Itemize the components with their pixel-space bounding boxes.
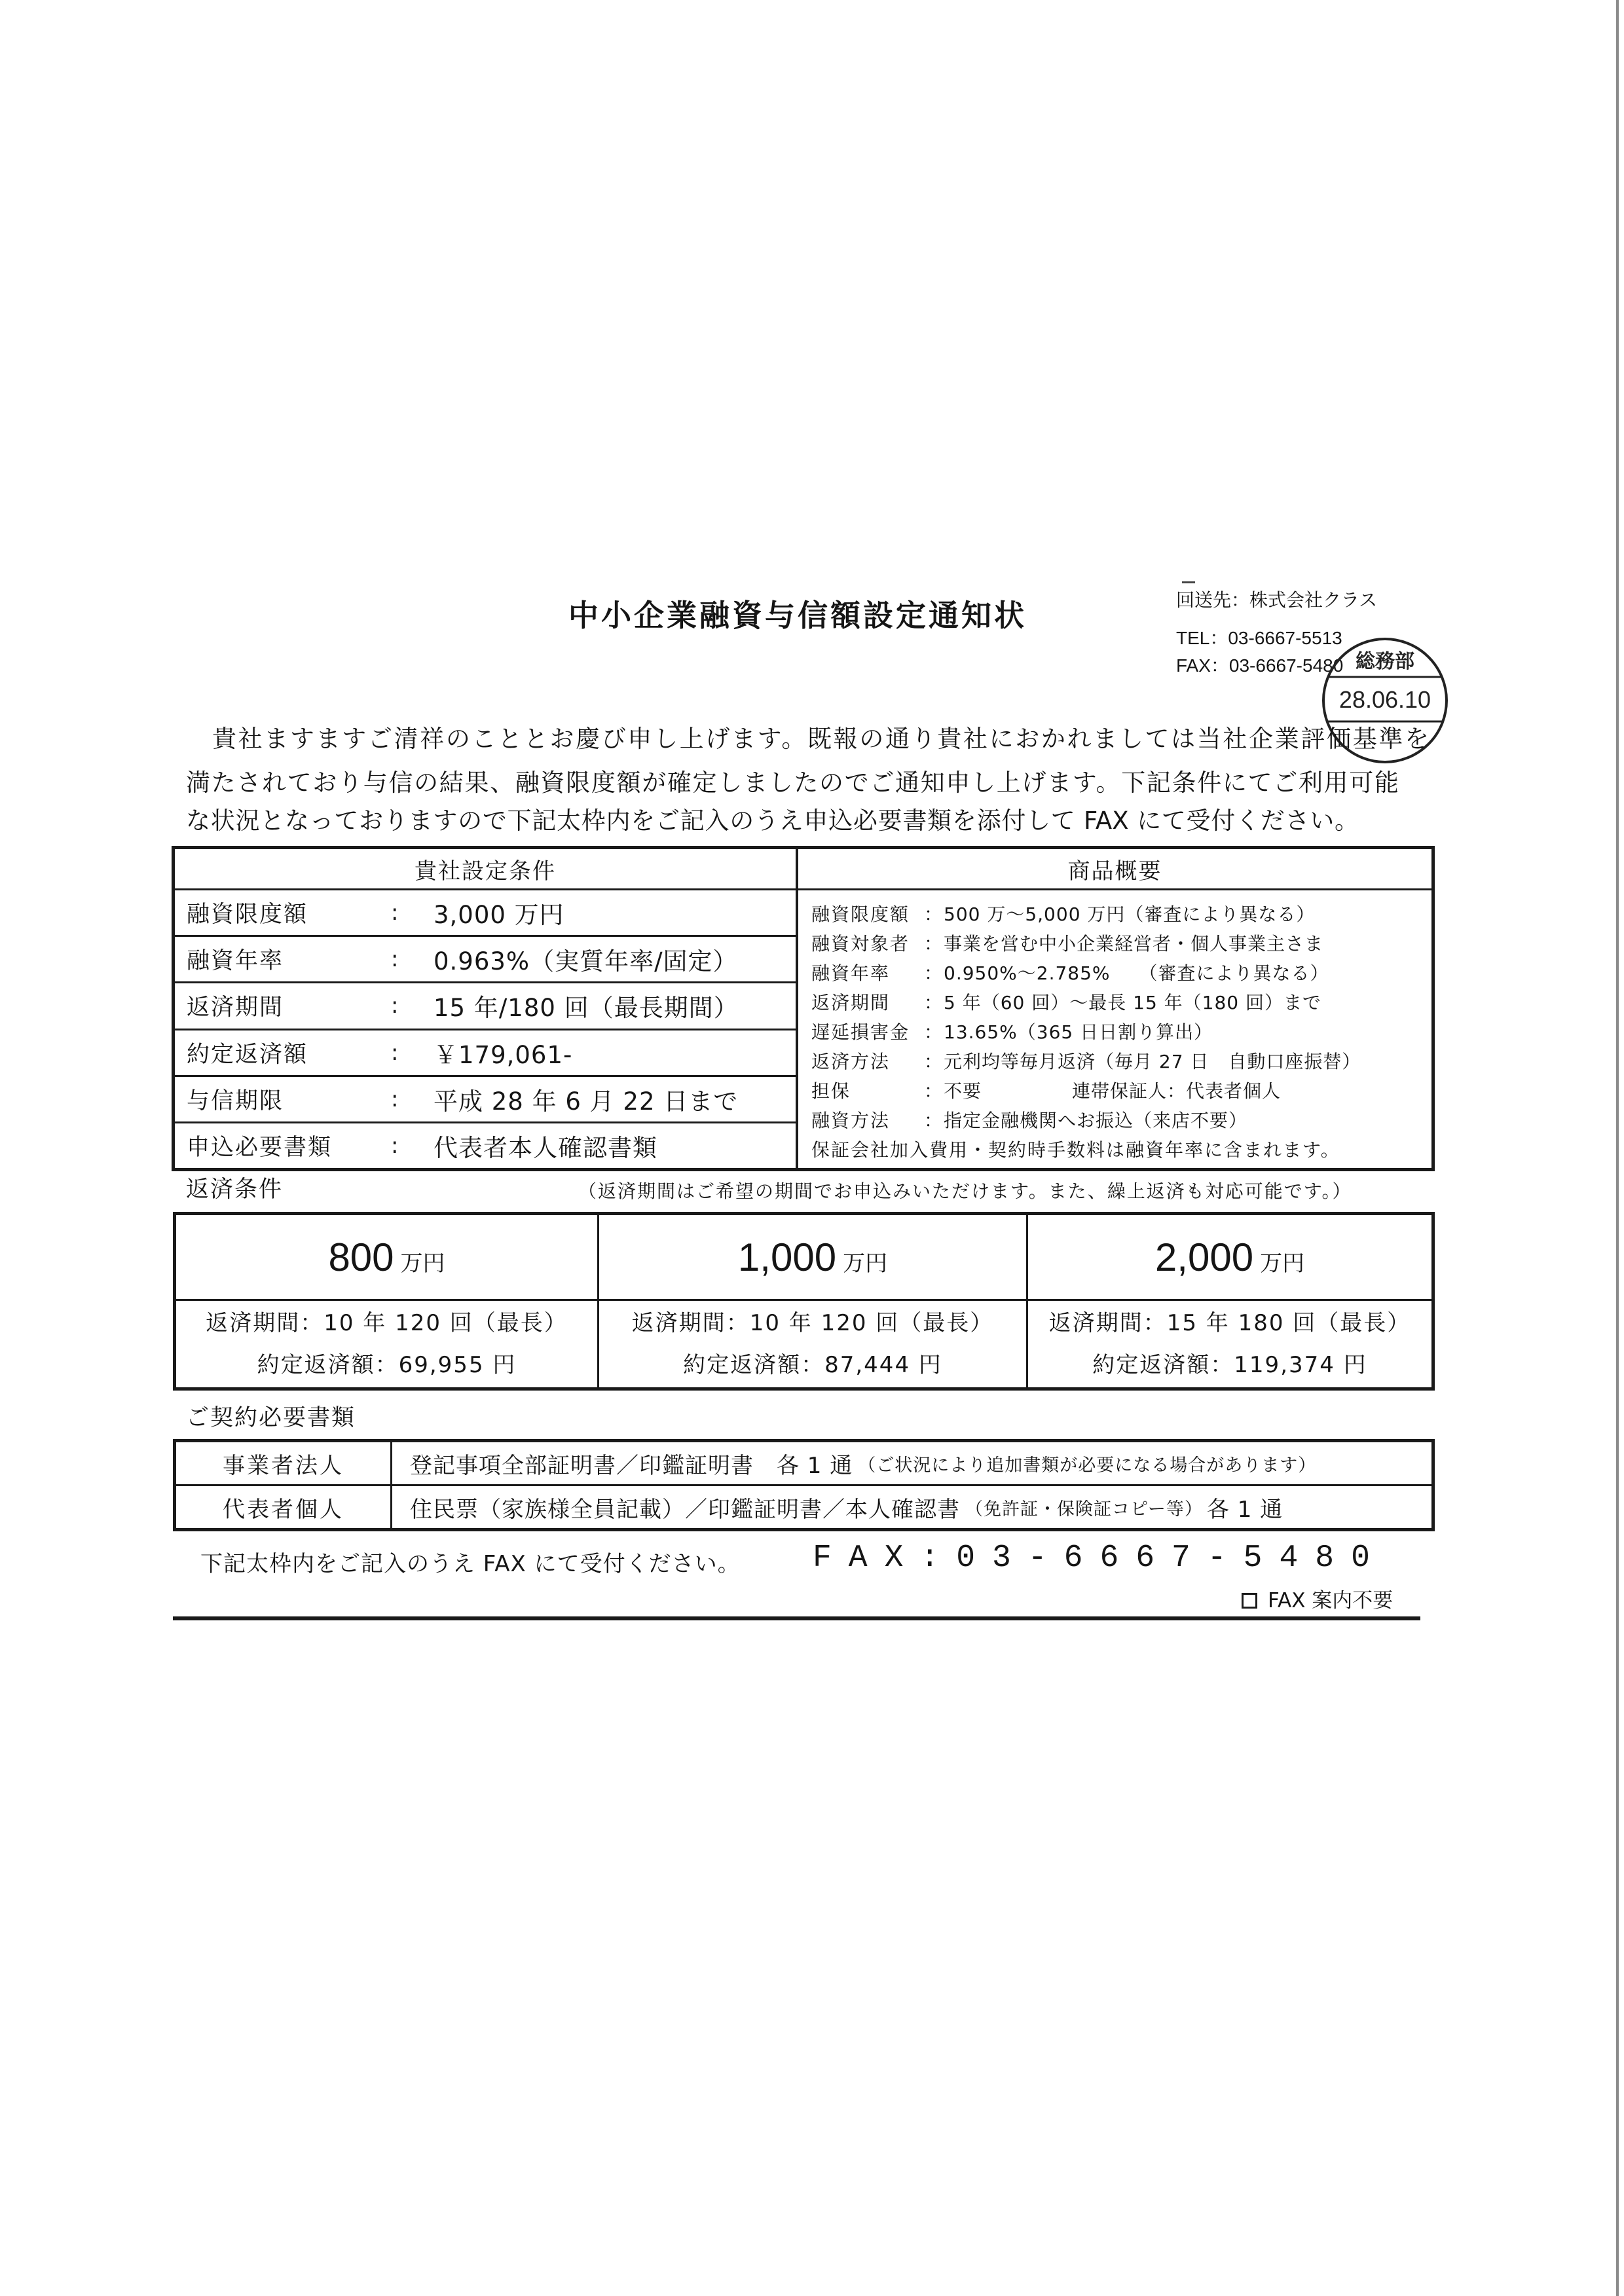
fax-guide-optout-checkbox[interactable]	[1242, 1593, 1257, 1609]
stamp-department: 総務部	[1356, 650, 1414, 673]
condition-colon: :	[391, 900, 399, 926]
document-applicant-type: 事業者法人	[176, 1442, 392, 1484]
fax-guide-optout-label: FAX 案内不要	[1268, 1589, 1393, 1613]
condition-colon: :	[391, 993, 399, 1019]
bottom-rule	[173, 1616, 1420, 1620]
summary-value: 500 万～5,000 万円（審査により異なる）	[944, 903, 1316, 925]
document-applicant-type: 代表者個人	[176, 1486, 392, 1528]
intro-line: な状況となっておりますので下記太枠内をご記入のうえ申込必要書類を添付して FAX にて受付ください。	[186, 807, 1359, 835]
condition-value: 0.963%（実質年率/固定）	[434, 947, 738, 976]
condition-label: 融資年率	[187, 948, 284, 975]
summary-colon: ：	[924, 903, 943, 925]
summary-line	[811, 988, 1431, 1017]
plan-column	[176, 1215, 597, 1387]
document-list: 住民票（家族様全員記載）／印鑑証明書／本人確認書	[410, 1496, 960, 1523]
product-summary-column	[798, 849, 1431, 1168]
return-tel: TEL：03-6667-5513	[1176, 628, 1342, 648]
summary-value: 事業を営む中小企業経営者・個人事業主さま	[944, 933, 1324, 955]
plan-payment: 約定返済額：119,374 円	[1092, 1352, 1367, 1378]
summary-label: 融資対象者	[811, 933, 910, 955]
summary-value: 元利均等毎月返済（毎月 27 日 自動口座振替）	[944, 1051, 1361, 1072]
summary-value: 指定金融機関へお振込（来店不要）	[944, 1110, 1248, 1131]
repayment-table	[173, 1212, 1435, 1391]
condition-label: 返済期間	[187, 994, 284, 1021]
condition-label: 与信期限	[187, 1087, 284, 1114]
summary-value: 5 年（60 回）～最長 15 年（180 回）まで	[944, 992, 1322, 1013]
plan-amount: 2,000	[1154, 1235, 1254, 1279]
product-summary-heading: 商品概要	[798, 849, 1431, 890]
condition-label: 申込必要書類	[187, 1134, 333, 1161]
summary-label: 融資方法	[811, 1110, 891, 1131]
summary-line	[811, 1076, 1431, 1106]
company-conditions-heading: 貴社設定条件	[175, 849, 796, 890]
summary-colon: ：	[924, 992, 943, 1013]
document-list: 登記事項全部証明書／印鑑証明書 各 1 通	[410, 1452, 853, 1479]
condition-colon: :	[391, 1085, 399, 1112]
condition-row	[175, 937, 796, 983]
summary-colon: ：	[924, 962, 943, 984]
summary-label: 融資限度額	[811, 903, 910, 925]
summary-label: 返済方法	[811, 1051, 891, 1072]
condition-row	[175, 1077, 796, 1123]
document-count: 各 1 通	[1206, 1496, 1283, 1523]
fax-instruction: 下記太枠内をご記入のうえ FAX にて受付ください。	[200, 1551, 741, 1577]
plan-term: 返済期間：10 年 120 回（最長）	[631, 1310, 994, 1336]
summary-label: 返済期間	[811, 992, 891, 1013]
summary-line	[811, 900, 1431, 929]
scan-edge-line	[1616, 0, 1619, 2296]
condition-value: 15 年/180 回（最長期間）	[434, 994, 739, 1023]
summary-line	[811, 929, 1431, 958]
document-requirements	[392, 1442, 1431, 1484]
summary-label: 遅延損害金	[811, 1021, 910, 1043]
plan-detail-cell	[599, 1301, 1026, 1387]
summary-colon: ：	[924, 1021, 943, 1043]
summary-colon: ：	[924, 1110, 943, 1131]
document-row	[176, 1442, 1431, 1484]
summary-colon: ：	[924, 933, 943, 955]
condition-label: 約定返済額	[187, 1041, 308, 1068]
condition-value: 3,000 万円	[434, 901, 564, 930]
plan-term: 返済期間：10 年 120 回（最長）	[206, 1310, 568, 1336]
summary-value: 不要	[944, 1080, 982, 1102]
return-address: 回送先：株式会社クラス	[1176, 590, 1378, 610]
condition-colon: :	[391, 1039, 399, 1066]
summary-value: 13.65%（365 日日割り算出）	[944, 1021, 1213, 1043]
intro-line: 満たされており与信の結果、融資限度額が確定しましたのでご通知申し上げます。下記条件にてご利用可能	[186, 769, 1399, 797]
plan-amount-cell	[599, 1215, 1026, 1301]
condition-value: 平成 28 年 6 月 22 日まで	[434, 1087, 739, 1116]
summary-label: 担保	[811, 1080, 851, 1102]
conditions-table	[172, 846, 1435, 1171]
condition-row	[175, 1030, 796, 1077]
document-note: （免許証・保険証コピー等）	[965, 1499, 1203, 1520]
product-summary-body	[798, 890, 1431, 1168]
condition-row	[175, 890, 796, 937]
plan-amount-cell	[1028, 1215, 1431, 1301]
condition-value: 代表者本人確認書類	[434, 1133, 657, 1162]
plan-payment: 約定返済額：69,955 円	[257, 1352, 517, 1378]
summary-line	[811, 958, 1431, 988]
plan-column	[1026, 1215, 1431, 1387]
document-requirements	[392, 1486, 1431, 1528]
condition-row	[175, 983, 796, 1030]
summary-line	[811, 1017, 1431, 1047]
condition-colon: :	[391, 1132, 399, 1159]
plan-amount: 800	[328, 1235, 394, 1279]
summary-note: 保証会社加入費用・契約時手数料は融資年率に含まれます。	[811, 1139, 1340, 1161]
summary-guarantor: 連帯保証人：代表者個人	[1072, 1080, 1282, 1102]
fax-number: FAX:03-6667-5480	[813, 1540, 1387, 1576]
summary-colon: ：	[924, 1080, 943, 1102]
plan-payment: 約定返済額：87,444 円	[683, 1352, 942, 1378]
condition-colon: :	[391, 946, 399, 973]
repayment-heading: 返済条件	[186, 1176, 284, 1203]
document-title: 中小企業融資与信額設定通知状	[568, 598, 1027, 633]
summary-value: 0.950%～2.785% （審査により異なる）	[944, 962, 1329, 984]
company-conditions-column	[175, 849, 798, 1168]
plan-amount-unit: 万円	[1260, 1250, 1305, 1277]
summary-line	[811, 1047, 1431, 1076]
plan-amount-unit: 万円	[843, 1250, 888, 1277]
plan-amount: 1,000	[737, 1235, 837, 1279]
company-conditions-rows	[175, 890, 796, 1168]
plan-term: 返済期間：15 年 180 回（最長）	[1048, 1310, 1411, 1336]
fax-guide-optout[interactable]	[1242, 1588, 1393, 1613]
plan-column	[597, 1215, 1026, 1387]
documents-heading: ご契約必要書類	[186, 1405, 356, 1431]
plan-detail-cell	[1028, 1301, 1431, 1387]
plan-detail-cell	[176, 1301, 597, 1387]
summary-line	[811, 1106, 1431, 1135]
document-row	[176, 1484, 1431, 1528]
plan-amount-cell	[176, 1215, 597, 1301]
plan-amount-unit: 万円	[400, 1250, 445, 1277]
summary-colon: ：	[924, 1051, 943, 1072]
stamp-date: 28.06.10	[1338, 686, 1431, 713]
documents-table	[173, 1439, 1435, 1531]
condition-label: 融資限度額	[187, 902, 308, 928]
intro-line: 貴社ますますご清祥のこととお慶び申し上げます。既報の通り貴社におかれましては当社企業評価基準を	[212, 725, 1429, 753]
scan-mark	[1182, 581, 1195, 583]
summary-label: 融資年率	[811, 962, 891, 984]
condition-value: ￥179,061-	[434, 1040, 573, 1069]
condition-row	[175, 1123, 796, 1168]
document-note: （ご状況により追加書類が必要になる場合があります）	[858, 1455, 1317, 1476]
return-fax: FAX：03-6667-5480	[1176, 655, 1344, 676]
repayment-note: （返済期間はご希望の期間でお申込みいただけます。また、繰上返済も対応可能です。）	[578, 1180, 1352, 1202]
